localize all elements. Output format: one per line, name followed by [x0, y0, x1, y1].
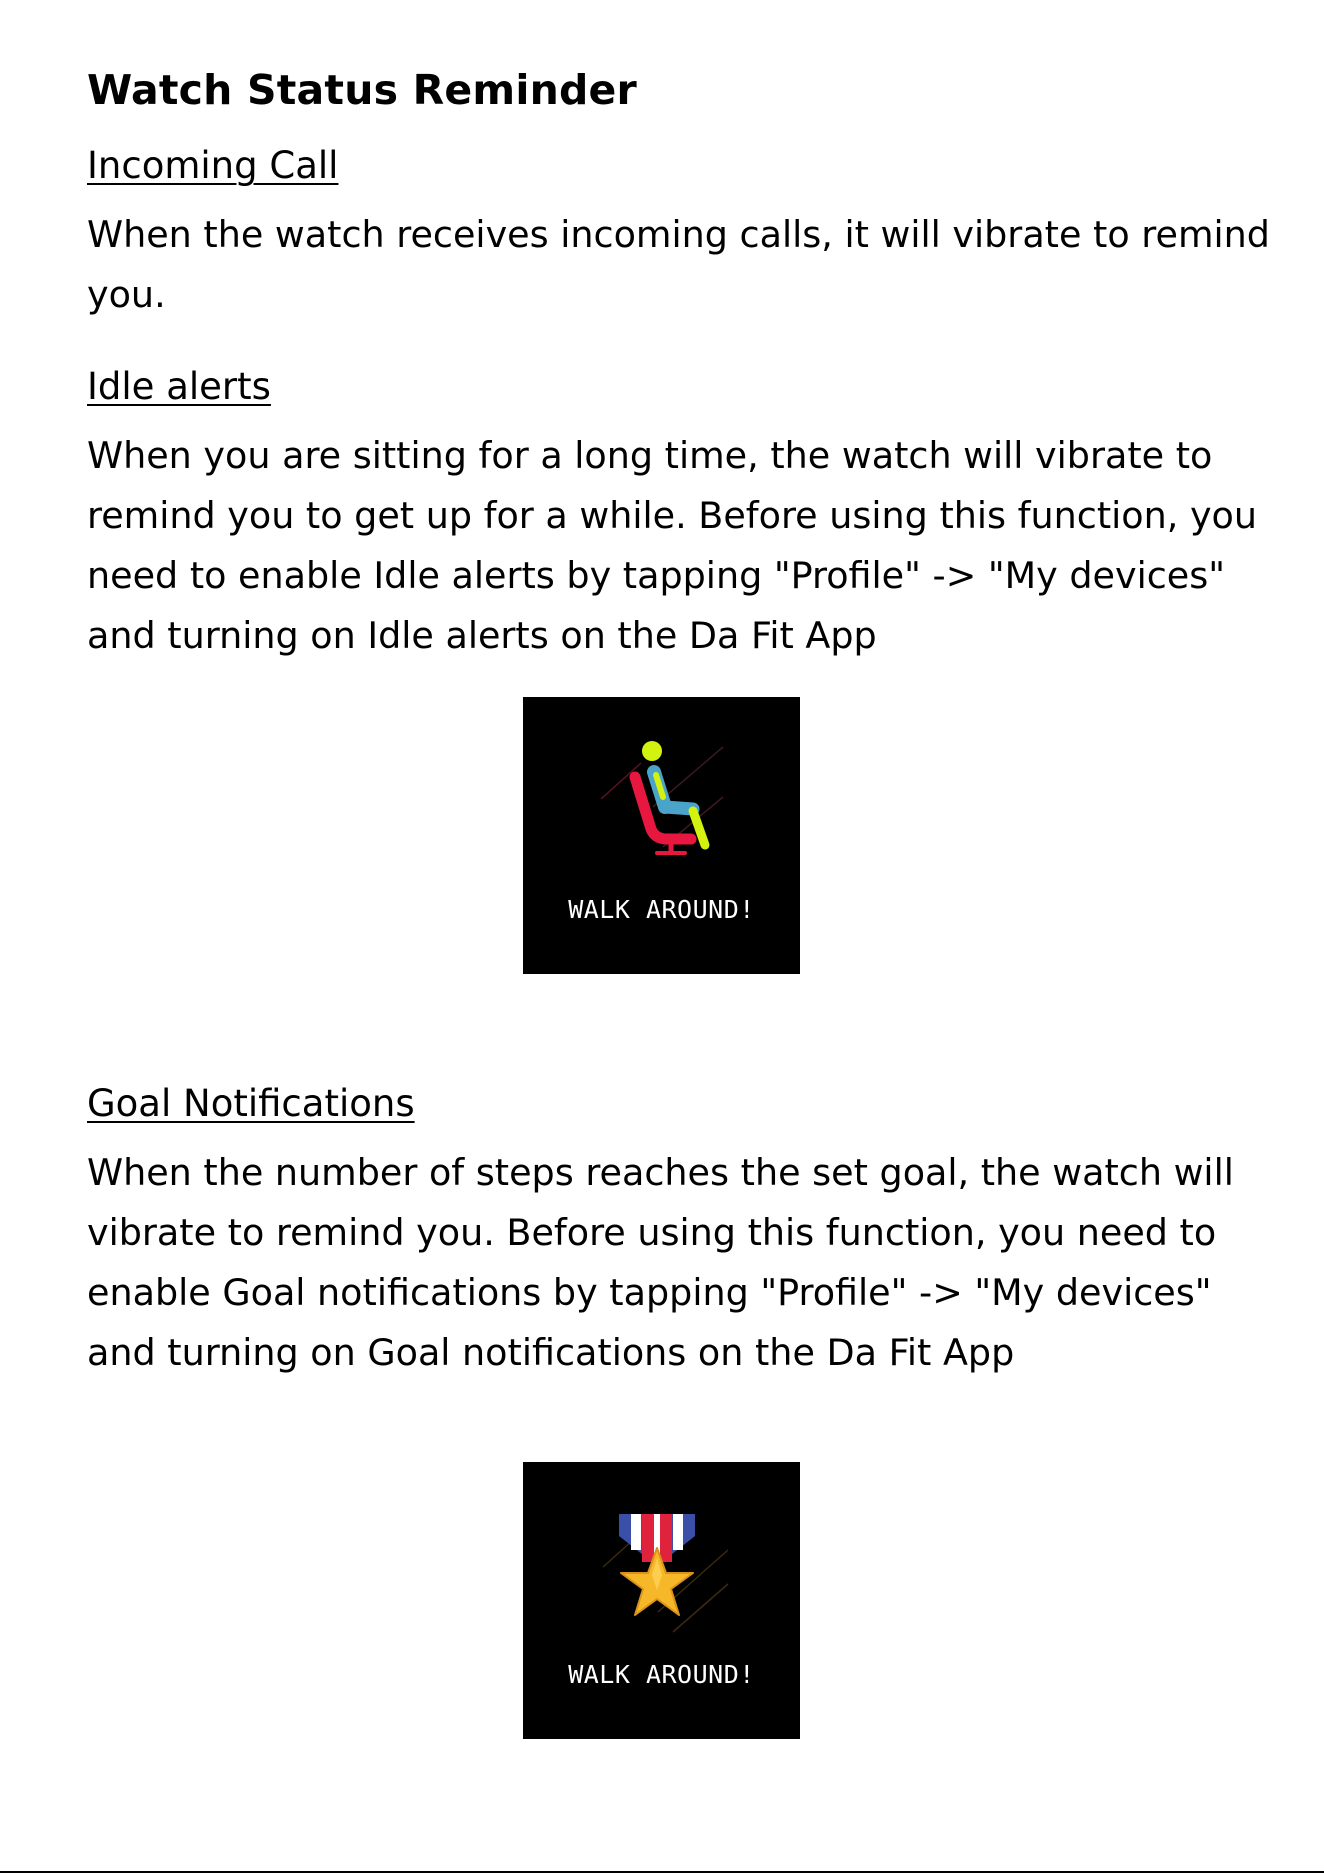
- section-body-idle-alerts: When you are sitting for a long time, the watch will vibrate to remind you to get up for a while. Before using this function, you need to enable Idle alerts by tapping "Profile" -> "My devices" and turning on Idle alerts on the Da Fit App: [87, 434, 1258, 657]
- section-heading-incoming-call: Incoming Call: [87, 144, 339, 187]
- section-heading-goal-notifications: Goal Notifications: [87, 1082, 415, 1125]
- watch-screen-idle-alert: [523, 697, 800, 974]
- section-body-incoming-call: When the watch receives incoming calls, it will vibrate to remind you.: [87, 213, 1270, 316]
- watch-screen-goal-notification: [523, 1462, 800, 1739]
- sitting-chair-icon: [523, 697, 800, 974]
- section-heading-idle-alerts: Idle alerts: [87, 365, 271, 408]
- section-body-goal-notifications: When the number of steps reaches the set goal, the watch will vibrate to remind you. Before using this function, you need to enable Goal notifications by tapping "Profile" -> "My devices" and turning on Goal notifications on the Da Fit App: [87, 1151, 1234, 1374]
- medal-star-icon: [523, 1462, 800, 1739]
- watch-caption-goal-notification: WALK AROUND!: [568, 1660, 755, 1689]
- page-title: Watch Status Reminder: [87, 66, 637, 114]
- watch-caption-idle-alert: WALK AROUND!: [568, 895, 755, 924]
